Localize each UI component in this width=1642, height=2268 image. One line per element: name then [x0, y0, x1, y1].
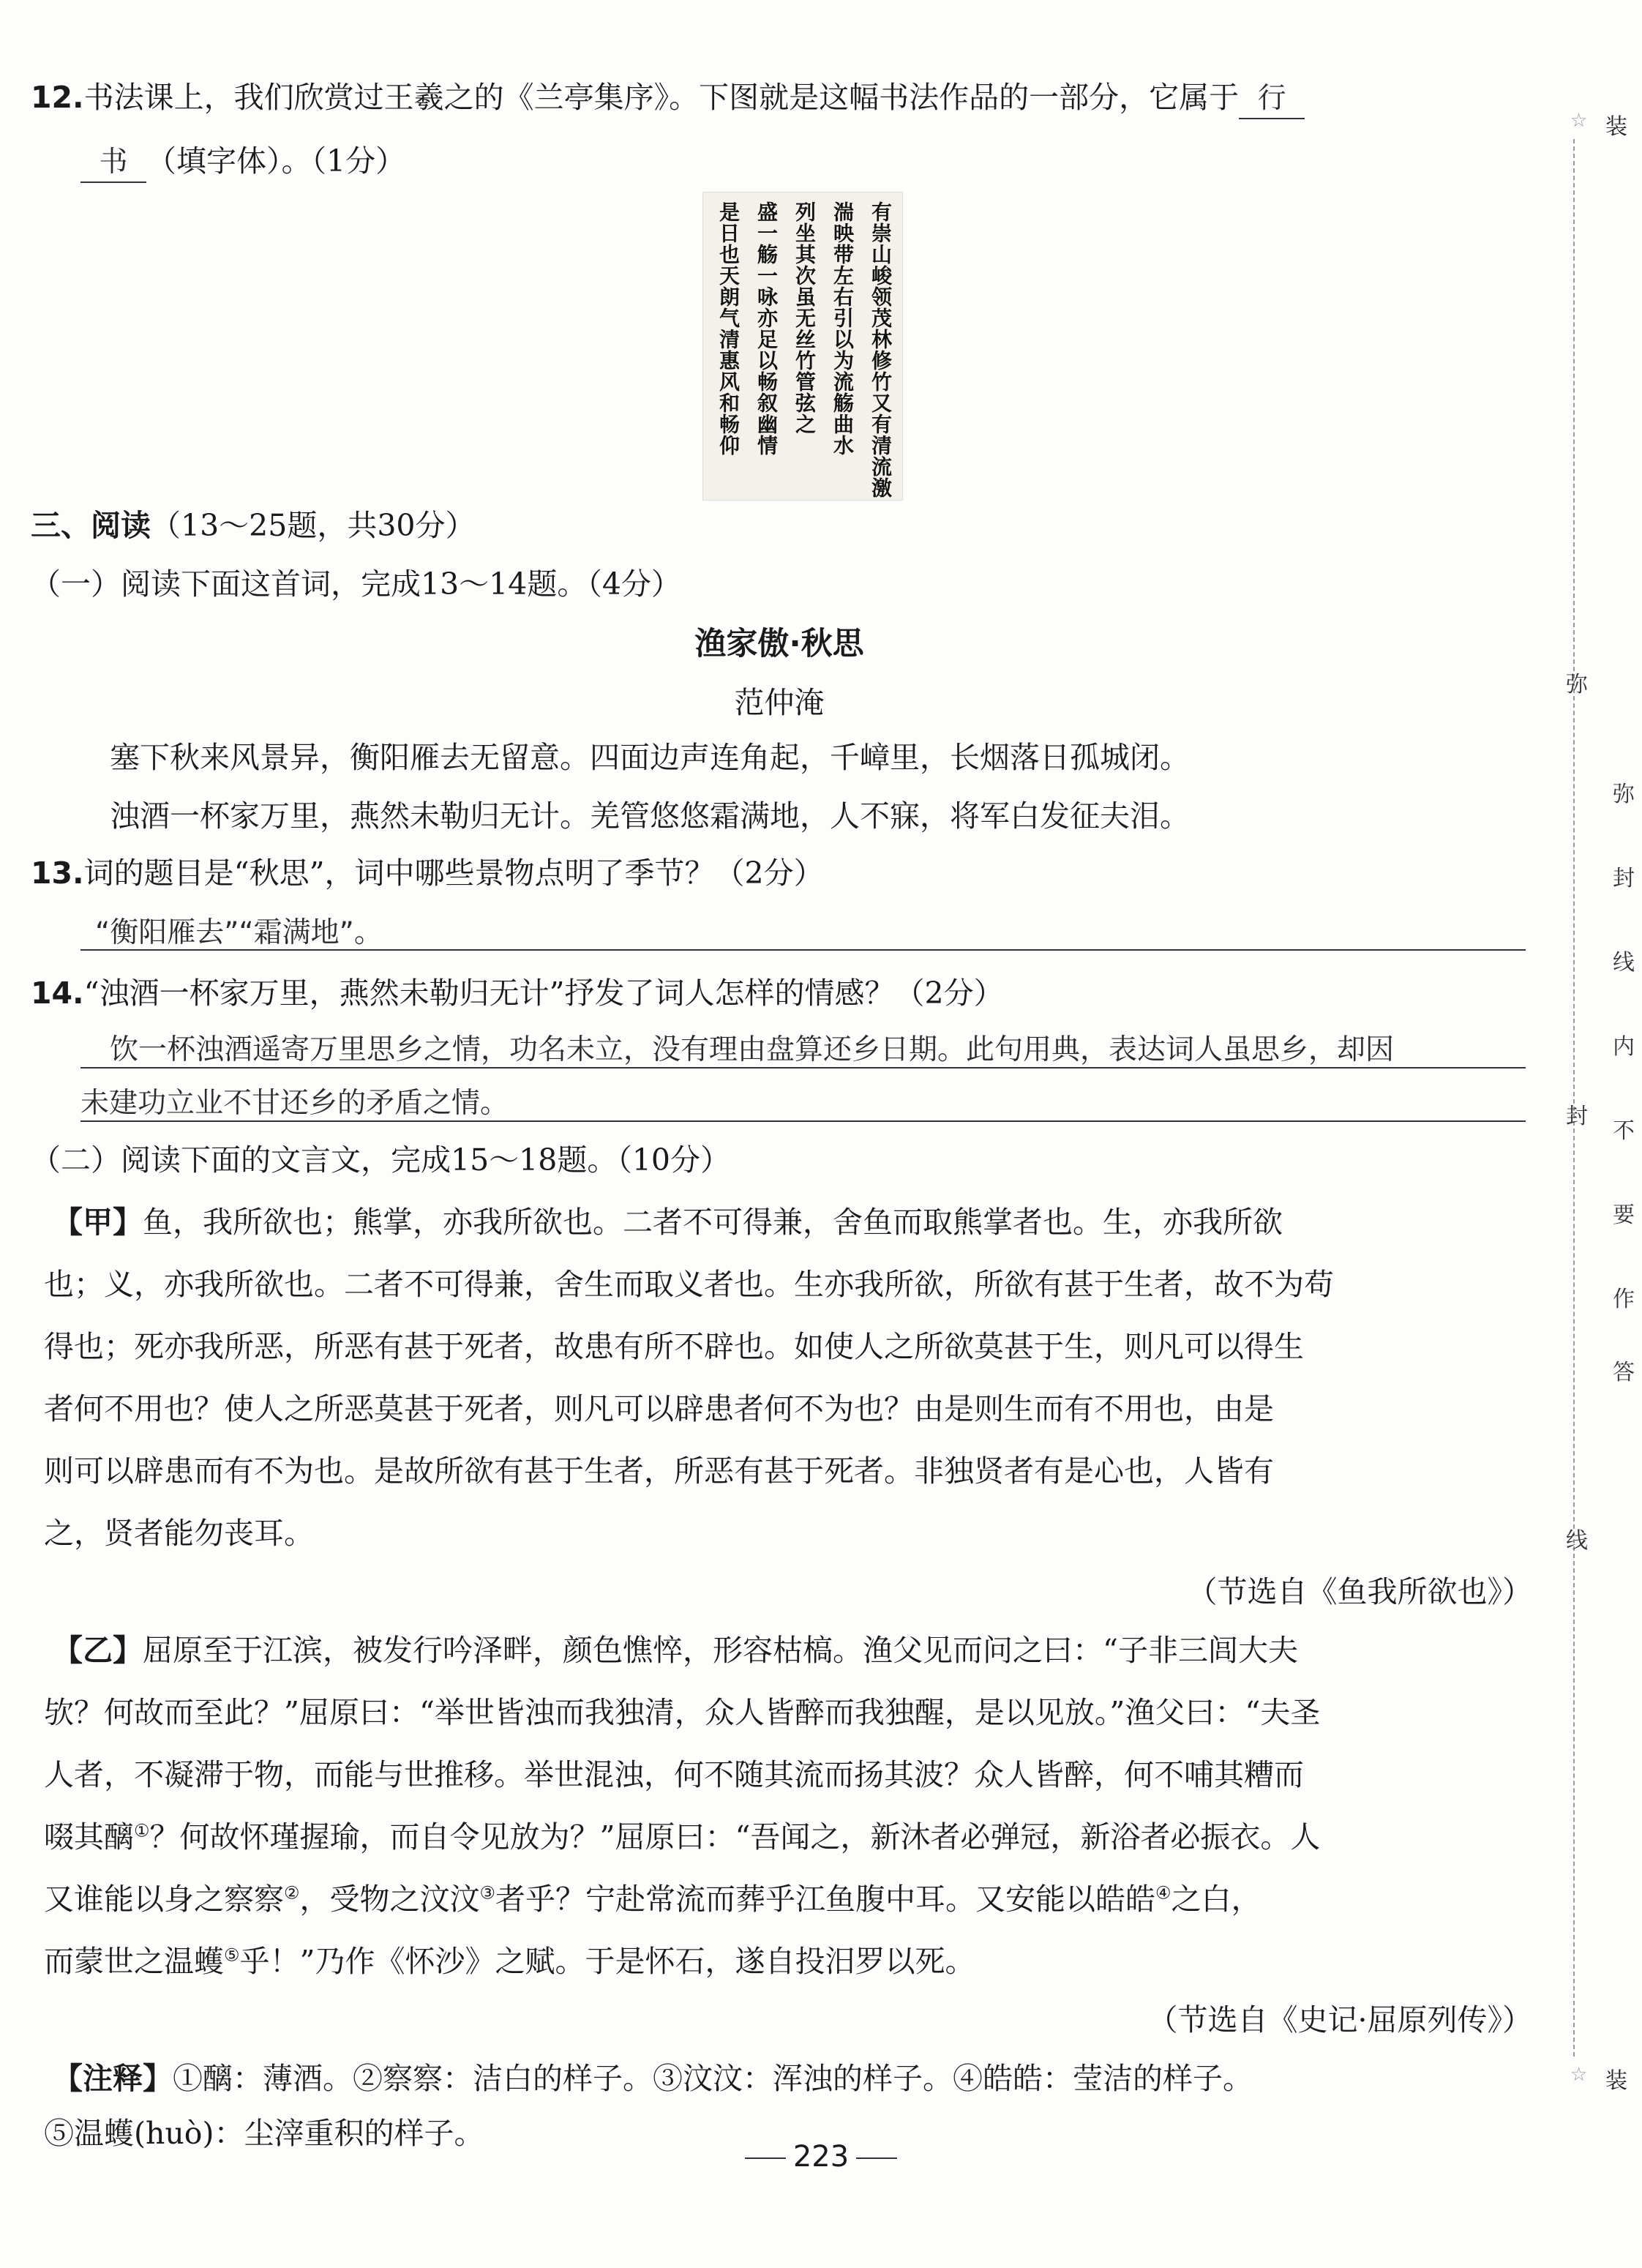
- q14-answer-line1: 饮一杯浊酒遥寄万里思乡之情，功名未立，没有理由盘算还乡日期。此句用典，表达词人虽思乡，却因: [110, 1033, 1395, 1066]
- poem-title: 渔家傲·秋思: [694, 626, 864, 662]
- jia-line: 则可以辟患而有不为也。是故所欲有甚于生者，所恶有甚于死者。非独贤者有是心也，人皆有: [44, 1453, 1274, 1489]
- note-mark: ②: [284, 1882, 300, 1904]
- yi-text: 又谁能以身之察察: [44, 1882, 284, 1917]
- yi-line: [44, 1877, 1262, 1921]
- q12-number: 12.: [31, 80, 84, 115]
- note-mark: ④: [1155, 1882, 1171, 1904]
- margin-notice-char: 要: [1613, 1202, 1635, 1228]
- q12-answer-part2: 书: [80, 143, 146, 183]
- jia-text: 鱼，我所欲也；熊掌，亦我所欲也。二者不可得兼，舍鱼而取熊掌者也。生，亦我所欲: [143, 1205, 1283, 1240]
- poem-line2: 浊酒一杯家万里，燕然未勒归无计。羌管悠悠霜满地，人不寐，将军白发征夫泪。: [110, 798, 1190, 834]
- yi-text: 者乎？宁赴常流而葬乎江鱼腹中耳。又安能以皓皓: [495, 1882, 1156, 1917]
- jia-line: 得也；死亦我所恶，所恶有甚于死者，故患有所不辟也。如使人之所欲莫甚于生，则凡可以得生: [44, 1329, 1304, 1364]
- yi-text: ？何故怀瑾握瑜，而自令见放为？”屈原曰：“吾闻之，新沐者必弹冠，新浴者必振衣。人: [149, 1819, 1321, 1855]
- yi-text: 之白，: [1171, 1882, 1262, 1917]
- q12-line1: [31, 75, 1305, 119]
- section3-heading: [31, 504, 476, 547]
- margin-notice-char: 作: [1613, 1287, 1635, 1312]
- yi-line: [53, 1628, 1298, 1672]
- page-number: 223: [792, 2140, 850, 2174]
- yi-label: 【乙】: [53, 1633, 143, 1668]
- page-number-dash-right: [856, 2157, 897, 2159]
- part2-intro: （二）阅读下面的文言文，完成15～18题。（10分）: [31, 1142, 731, 1178]
- margin-seal-char: 线: [1566, 1528, 1588, 1554]
- q14-answer-underline1: [80, 1067, 1526, 1068]
- yi-source: （节选自《史记·屈原列传》）: [1147, 2002, 1532, 2037]
- q13-text: 词的题目是“秋思”，词中哪些景物点明了季节？（2分）: [83, 856, 824, 891]
- star-icon: ☆: [1570, 2064, 1588, 2086]
- yi-text: 啜其醨: [44, 1819, 134, 1855]
- q13-answer-underline: [80, 949, 1526, 951]
- yi-text: 屈原至于江滨，被发行吟泽畔，颜色憔悴，形容枯槁。渔父见而问之曰：“子非三闾大夫: [143, 1633, 1298, 1668]
- margin-notice-char: 内: [1613, 1034, 1635, 1060]
- calligraphy-image: [702, 192, 903, 501]
- poem-line1: 塞下秋来风景异，衡阳雁去无留意。四面边声连角起，千嶂里，长烟落日孤城闭。: [110, 740, 1190, 775]
- q14-number: 14.: [31, 976, 84, 1011]
- yi-line: [44, 1939, 975, 1983]
- jia-source: （节选自《鱼我所欲也》）: [1187, 1574, 1532, 1609]
- yi-text: ，受物之汶汶: [299, 1882, 480, 1917]
- jia-line: [53, 1200, 1283, 1244]
- part1-intro: （一）阅读下面这首词，完成13～14题。（4分）: [31, 566, 681, 602]
- notes-label: 【注释】: [53, 2061, 173, 2096]
- calligraphy-column: 盛一觞一咏亦足以畅叙幽情: [754, 201, 779, 456]
- notes-text: ①醨：薄酒。②察察：洁白的样子。③汶汶：浑浊的样子。④皓皓：莹洁的样子。: [173, 2061, 1253, 2096]
- note-mark: ③: [479, 1882, 496, 1904]
- margin-notice-char: 线: [1613, 950, 1635, 976]
- calligraphy-column: 有崇山峻领茂林修竹又有清流激: [869, 201, 893, 498]
- yi-line: 欤？何故而至此？”屈原曰：“举世皆浊而我独清，众人皆醉而我独醒，是以见放。”渔父曰：“夫圣: [44, 1695, 1321, 1730]
- q14-answer-underline2: [80, 1120, 1526, 1122]
- q13-answer: “衡阳雁去”“霜满地”。: [95, 916, 383, 949]
- q14-question: [31, 971, 1004, 1015]
- note-mark: ⑤: [224, 1945, 240, 1966]
- margin-notice-char: 弥: [1613, 782, 1635, 807]
- notes-line1: [53, 2056, 1253, 2100]
- yi-text: 而蒙世之温蠖: [44, 1944, 224, 1979]
- margin-top-label: 装: [1605, 114, 1627, 140]
- section3-note: （13～25题，共30分）: [151, 508, 476, 543]
- jia-label: 【甲】: [53, 1205, 143, 1240]
- jia-line: 者何不用也？使人之所恶莫甚于死者，则凡可以辟患者何不为也？由是则生而有不用也，由是: [44, 1391, 1274, 1426]
- margin-seal-char: 弥: [1566, 672, 1588, 697]
- yi-line: 人者，不凝滞于物，而能与世推移。举世混浊，何不随其流而扬其波？众人皆醉，何不哺其糟而: [44, 1757, 1304, 1792]
- q14-text: “浊酒一杯家万里，燕然未勒归无计”抒发了词人怎样的情感？（2分）: [83, 976, 1004, 1011]
- q12-answer-part1: 行: [1239, 80, 1305, 119]
- q13-question: [31, 851, 824, 895]
- margin-bottom-label: 装: [1605, 2068, 1627, 2094]
- notes-line2: ⑤温蠖(huò)：尘滓重积的样子。: [44, 2116, 484, 2151]
- margin-notice-char: 封: [1613, 866, 1635, 891]
- note-mark: ①: [134, 1820, 150, 1841]
- star-icon: ☆: [1570, 110, 1588, 132]
- poem-author: 范仲淹: [734, 685, 825, 720]
- calligraphy-column: 是日也天朗气清惠风和畅仰: [716, 201, 741, 456]
- jia-line: 也；义，亦我所欲也。二者不可得兼，舍生而取义者也。生亦我所欲，所欲有甚于生者，故不为苟: [44, 1267, 1334, 1302]
- q14-answer-line2: 未建功立业不甘还乡的矛盾之情。: [80, 1087, 509, 1120]
- margin-seal-char: 封: [1566, 1104, 1588, 1129]
- jia-line: 之，贤者能勿丧耳。: [44, 1516, 314, 1551]
- q12-text: 书法课上，我们欣赏过王羲之的《兰亭集序》。下图就是这幅书法作品的一部分，它属于: [83, 80, 1240, 115]
- section3-title: 三、阅读: [31, 508, 151, 543]
- yi-line: [44, 1815, 1320, 1859]
- q12-line2: [80, 139, 405, 183]
- q13-number: 13.: [31, 856, 84, 891]
- margin-notice-char: 不: [1613, 1118, 1635, 1144]
- q12-text-after: （填字体）。（1分）: [146, 143, 406, 179]
- calligraphy-column: 湍映带左右引以为流觞曲水: [831, 201, 855, 456]
- yi-text: 乎！”乃作《怀沙》之赋。于是怀石，遂自投汨罗以死。: [239, 1944, 975, 1979]
- calligraphy-column: 列坐其次虽无丝竹管弦之: [792, 201, 817, 435]
- margin-notice-char: 答: [1613, 1360, 1635, 1385]
